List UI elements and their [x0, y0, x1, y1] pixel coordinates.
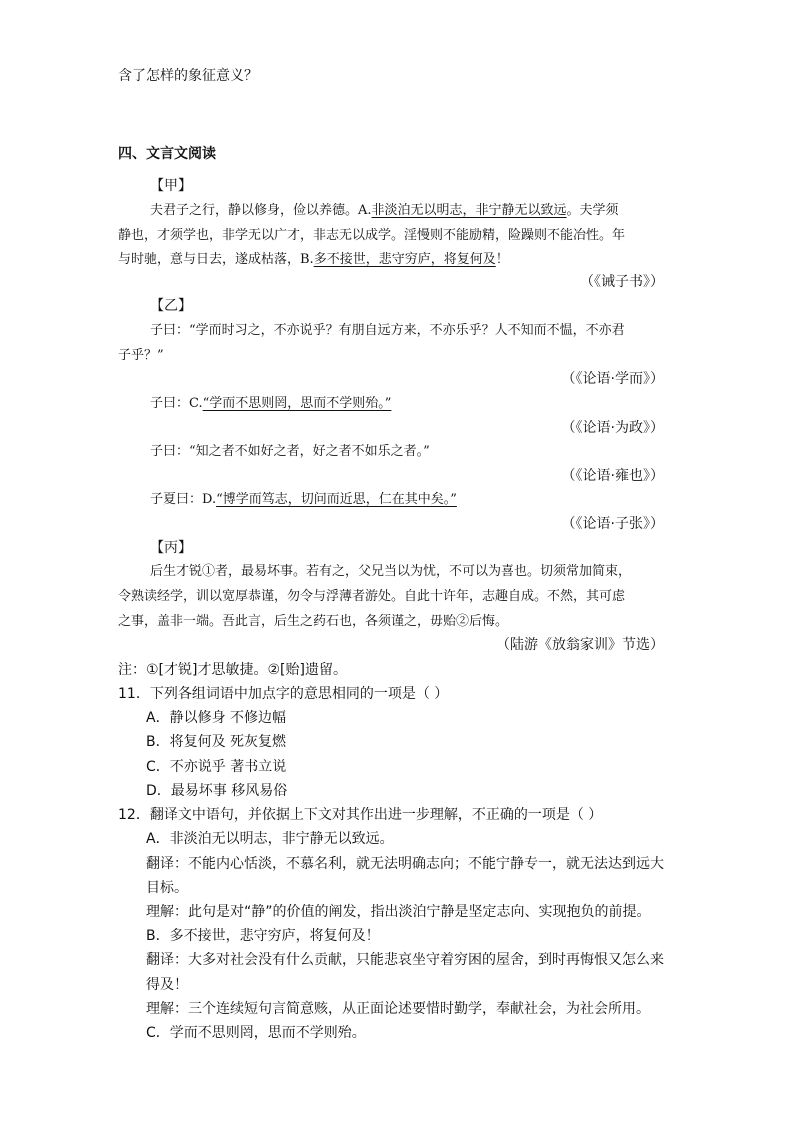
yi-quote-1-source: （《论语·学而》） [561, 371, 664, 387]
yi-quote-2-source: （《论语·为政》） [561, 420, 664, 436]
underlined-sentence-c: “学而不思则罔，思而不学则殆。” [202, 396, 392, 411]
yi-quote-3: 子曰：“知之者不如好之者，好之者不如乐之者。” [150, 444, 430, 459]
question-12-option-a-translation-1: 翻译：不能内心恬淡，不慕名利，就无法明确志向；不能宁静专一，就无法达到远大 [146, 856, 664, 872]
passage-bing-label: 【丙】 [150, 540, 192, 556]
question-continuation: 含了怎样的象征意义？ [118, 68, 258, 84]
text-segment: 子夏曰：D. [150, 492, 217, 507]
yi-quote-3-source: （《论语·雍也》） [561, 468, 664, 484]
question-12-stem: 12．翻译文中语句，并依据上下文对其作出进一步理解，不正确的一项是（ ） [118, 807, 603, 823]
passage-jia-line-3 [118, 250, 509, 270]
question-11-option-a: A．静以修身 不修边幅 [146, 710, 287, 726]
underlined-sentence-a: 非淡泊无以明志，非宁静无以致远 [371, 203, 567, 218]
text-segment: 。夫学须 [566, 203, 619, 218]
text-segment: ！ [495, 252, 509, 267]
yi-quote-4 [150, 490, 457, 510]
question-11-stem: 11．下列各组词语中加点字的意思相同的一项是（ ） [118, 686, 449, 702]
yi-quote-1-line-1: 子曰：“学而时习之，不亦说乎？有朋自远方来，不亦乐乎？人不知而不愠，不亦君 [150, 323, 625, 338]
question-12-option-b: B．多不接世，悲守穷庐，将复何及！ [146, 928, 380, 944]
question-12-option-a-understanding: 理解：此句是对“静”的价值的阐发，指出淡泊宁静是坚定志向、实现抱负的前提。 [146, 904, 651, 920]
question-12-option-a: A．非淡泊无以明志，非宁静无以致远。 [146, 831, 394, 847]
passage-jia-line-1 [150, 201, 619, 221]
question-11-option-b: B．将复何及 死灰复燃 [146, 734, 287, 750]
text-segment: 与时驰，意与日去，遂成枯落，B. [118, 252, 314, 267]
passage-bing-line-3: 之事，盖非一端。吾此言，后生之药石也，各须谨之，毋贻②后悔。 [118, 614, 509, 629]
question-11-option-c: C．不亦说乎 著书立说 [146, 759, 287, 775]
footnote: 注：①[才锐]才思敏捷。②[贻]遗留。 [118, 662, 347, 678]
question-12-option-b-translation-2: 得及！ [146, 977, 188, 993]
yi-quote-4-source: （《论语·子张》） [561, 516, 664, 532]
passage-jia-line-2: 静也，才须学也，非学无以广才，非志无以成学。淫慢则不能励精，险躁则不能冶性。年 [118, 228, 626, 243]
question-12-option-a-translation-2: 目标。 [146, 880, 188, 896]
passage-bing-line-2: 令熟读经学，训以宽厚恭谨，勿令与浮薄者游处。自此十许年，志趣自成。不然，其可虑 [118, 589, 626, 604]
passage-bing-source: （陆游《放翁家训》节选） [496, 637, 664, 653]
question-12-option-c: C．学而不思则罔，思而不学则殆。 [146, 1025, 366, 1041]
passage-bing-line-1: 后生才锐①者，最易坏事。若有之，父兄当以为忧，不可以为喜也。切须常加简束， [150, 564, 632, 579]
text-segment: 夫君子之行，静以修身，俭以养德。A. [150, 203, 372, 218]
question-12-option-b-understanding: 理解：三个连续短句言简意赅，从正面论述要惜时勤学，奉献社会，为社会所用。 [146, 1001, 650, 1017]
yi-quote-2 [150, 394, 391, 414]
underlined-sentence-d: “博学而笃志，切问而近思，仁在其中矣。” [216, 492, 457, 507]
question-11-option-d: D．最易坏事 移风易俗 [146, 783, 288, 799]
text-segment: 子曰：C. [150, 396, 203, 411]
passage-jia-label: 【甲】 [150, 178, 192, 194]
question-12-option-b-translation-1: 翻译：大多对社会没有什么贡献，只能悲哀坐守着穷困的屋舍，到时再悔恨又怎么来 [146, 952, 664, 968]
passage-yi-label: 【乙】 [150, 298, 192, 314]
passage-jia-source: （《诫子书》） [580, 274, 664, 290]
section-title: 四、文言文阅读 [118, 146, 216, 162]
yi-quote-1-line-2: 子乎？” [118, 348, 164, 363]
underlined-sentence-b: 多不接世，悲守穷庐，将复何及 [313, 252, 496, 267]
